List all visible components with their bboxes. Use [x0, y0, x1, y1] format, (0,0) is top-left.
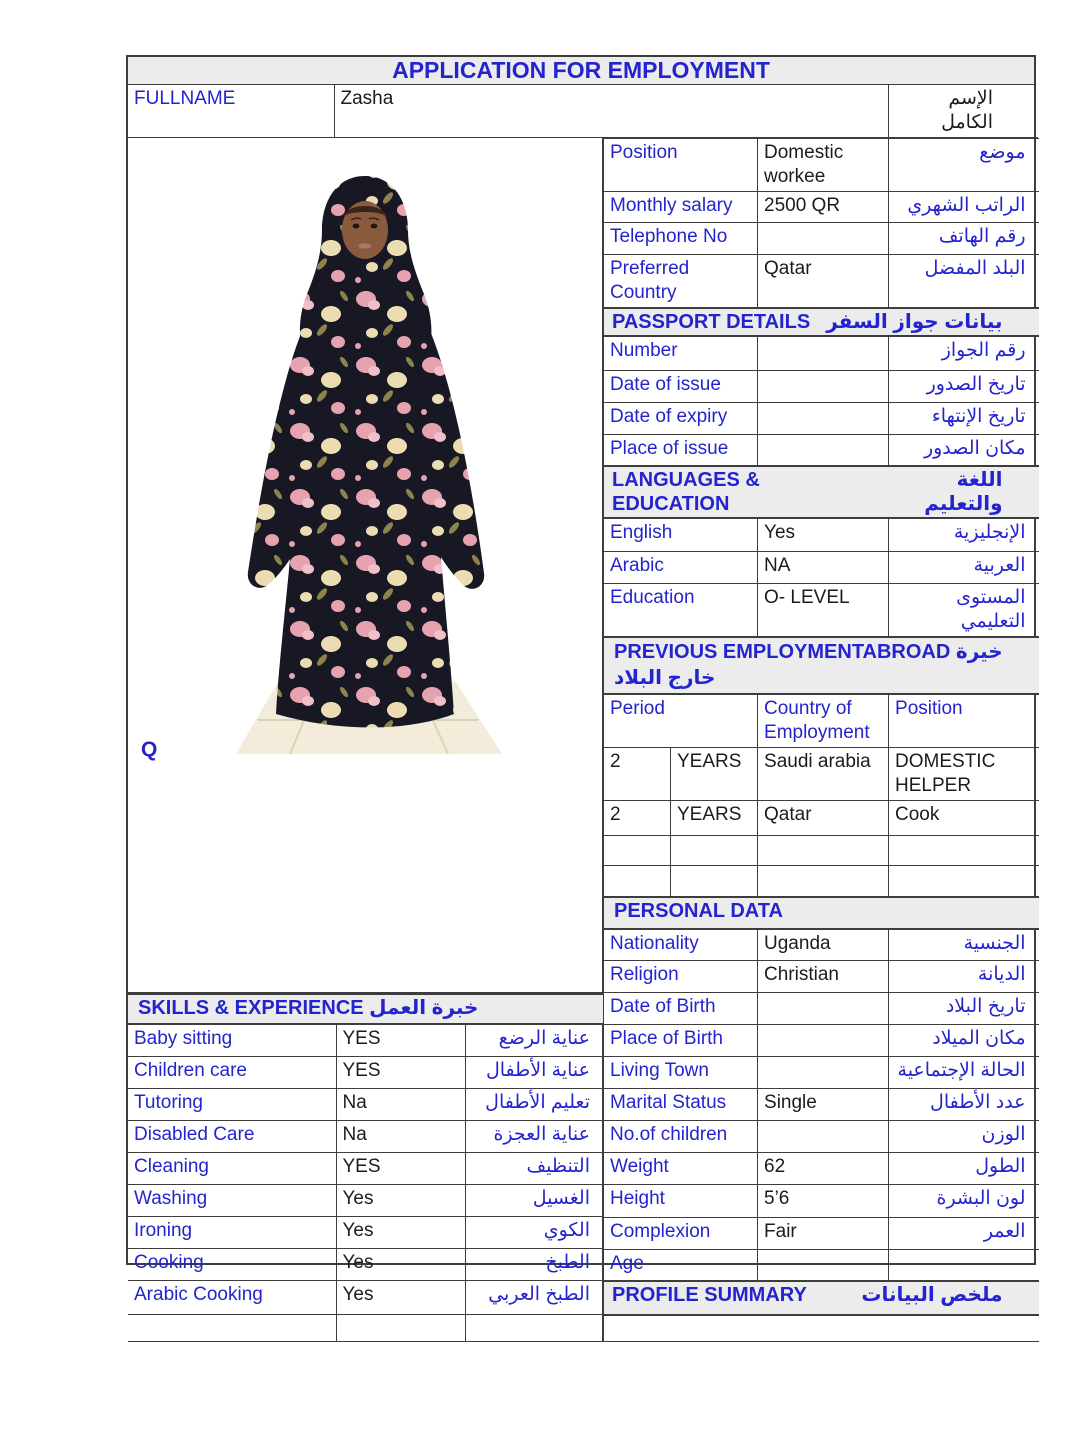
field-value	[758, 1024, 889, 1056]
photo-caption: Q	[141, 738, 158, 761]
field-value	[758, 370, 889, 402]
skill-label-arabic: عناية الرضع	[465, 1024, 603, 1056]
field-value	[758, 1249, 889, 1281]
right-column	[603, 138, 1039, 1342]
field-value	[758, 1056, 889, 1088]
row-complexion	[604, 1217, 1039, 1249]
skill-value: Yes	[336, 1184, 465, 1216]
skill-value: YES	[336, 1152, 465, 1184]
row-date-of-issue	[604, 370, 1039, 402]
fullname-label: FULLNAME	[128, 85, 334, 138]
skill-label: Cleaning	[128, 1152, 336, 1184]
skill-label: Disabled Care	[128, 1120, 336, 1152]
application-form-sheet	[126, 55, 1036, 1306]
applicant-photo-illustration	[220, 154, 510, 762]
field-label: Nationality	[604, 929, 758, 960]
skill-row-cooking	[128, 1248, 603, 1280]
field-label-arabic: مكان الصدور	[889, 434, 1039, 466]
row-weight	[604, 1152, 1039, 1184]
field-label: Number	[604, 336, 758, 370]
skill-label: Arabic Cooking	[128, 1280, 336, 1314]
field-label-arabic	[889, 1249, 1039, 1281]
employment-heading-arabic: خيرة خارج البلاد	[614, 640, 1003, 689]
skill-value: YES	[336, 1056, 465, 1088]
field-value	[758, 1120, 889, 1152]
field-label-arabic: تاريخ البلاد	[889, 992, 1039, 1024]
row-english	[604, 518, 1039, 551]
skills-table	[128, 993, 603, 1342]
column-header-period: Period	[604, 694, 758, 748]
field-label-arabic: مكان الميلاد	[889, 1024, 1039, 1056]
row-preferred-country	[604, 255, 1039, 309]
employment-section-header	[604, 637, 1039, 694]
skill-label: Washing	[128, 1184, 336, 1216]
field-label-arabic: العمر	[889, 1217, 1039, 1249]
field-value: NA	[758, 551, 889, 583]
skills-heading-arabic: خبرة العمل	[369, 997, 479, 1019]
skill-label-arabic: الكوي	[465, 1216, 603, 1248]
row-date-of-expiry	[604, 402, 1039, 434]
skill-row-children-care	[128, 1056, 603, 1088]
skill-value: Yes	[336, 1216, 465, 1248]
row-religion	[604, 960, 1039, 992]
employment-row	[604, 800, 1039, 835]
field-label-arabic: الوزن	[889, 1120, 1039, 1152]
field-value: 62	[758, 1152, 889, 1184]
field-label-arabic: رقم الهاتف	[889, 223, 1039, 255]
field-label: Telephone No	[604, 223, 758, 255]
skill-value: Yes	[336, 1280, 465, 1314]
skill-label-arabic: الطبخ العربي	[465, 1280, 603, 1314]
fullname-value: Zasha	[334, 85, 888, 138]
field-value: Uganda	[758, 929, 889, 960]
row-height	[604, 1184, 1039, 1217]
field-label-arabic: الجنسية	[889, 929, 1039, 960]
employment-duration: 2	[604, 747, 671, 800]
row-place-of-issue	[604, 434, 1039, 466]
skill-row-ironing	[128, 1216, 603, 1248]
field-value: Christian	[758, 960, 889, 992]
field-value	[758, 402, 889, 434]
profile-summary-content-row	[604, 1315, 1039, 1341]
passport-section-header	[604, 308, 1039, 336]
row-position	[604, 139, 1039, 192]
field-label-arabic: الديانة	[889, 960, 1039, 992]
field-label-arabic: المستوى التعليمي	[889, 583, 1039, 637]
field-label: Date of Birth	[604, 992, 758, 1024]
field-value	[758, 223, 889, 255]
skill-label: Ironing	[128, 1216, 336, 1248]
row-passport-number	[604, 336, 1039, 370]
field-label: Religion	[604, 960, 758, 992]
row-place-of-birth	[604, 1024, 1039, 1056]
profile-summary-heading: PROFILE SUMMARY	[612, 1284, 807, 1306]
languages-section-header	[604, 466, 1039, 518]
field-label-arabic: البلد المفضل	[889, 255, 1039, 309]
skill-label-arabic: الغسيل	[465, 1184, 603, 1216]
employment-columns-header	[604, 694, 1039, 748]
employment-unit: YEARS	[671, 747, 758, 800]
field-value: 2500 QR	[758, 192, 889, 223]
employment-row-empty	[604, 835, 1039, 865]
employment-heading: PREVIOUS EMPLOYMENTABROAD	[614, 640, 951, 663]
face	[342, 201, 388, 259]
field-value: Qatar	[758, 255, 889, 309]
skill-label: Tutoring	[128, 1088, 336, 1120]
field-label-arabic: تاريخ الصدور	[889, 370, 1039, 402]
row-marital-status	[604, 1088, 1039, 1120]
row-no-of-children	[604, 1120, 1039, 1152]
personal-data-heading: PERSONAL DATA	[614, 900, 783, 922]
row-arabic	[604, 551, 1039, 583]
field-label: Position	[604, 139, 758, 192]
skill-label-arabic: الطبخ	[465, 1248, 603, 1280]
field-value: Yes	[758, 518, 889, 551]
employment-row-empty	[604, 865, 1039, 897]
details-table	[603, 138, 1039, 1342]
field-value: Fair	[758, 1217, 889, 1249]
left-column	[128, 138, 603, 1342]
skill-row-arabic-cooking	[128, 1280, 603, 1314]
row-telephone	[604, 223, 1039, 255]
field-value	[758, 336, 889, 370]
employment-duration: 2	[604, 800, 671, 835]
field-label-arabic: العربية	[889, 551, 1039, 583]
passport-heading-arabic: بيانات جواز السفر	[826, 311, 1003, 333]
field-label: Education	[604, 583, 758, 637]
skill-row-baby-sitting	[128, 1024, 603, 1056]
row-nationality	[604, 929, 1039, 960]
field-label-arabic: موضع	[889, 139, 1039, 192]
employment-country: Saudi arabia	[758, 747, 889, 800]
profile-summary-heading-arabic: ملخص البيانات	[861, 1284, 1003, 1306]
skill-row-disabled-care	[128, 1120, 603, 1152]
skills-heading: SKILLS & EXPERIENCE	[138, 997, 364, 1019]
profile-summary-section-header	[604, 1281, 1039, 1315]
field-value: Domestic workee	[758, 139, 889, 192]
employment-position: Cook	[889, 800, 1039, 835]
field-value: 5’6	[758, 1184, 889, 1217]
languages-heading-arabic: اللغة والتعليم	[924, 469, 1003, 515]
page-title: APPLICATION FOR EMPLOYMENT	[392, 57, 770, 83]
field-value: Single	[758, 1088, 889, 1120]
field-label: Place of Birth	[604, 1024, 758, 1056]
skill-value: Yes	[336, 1248, 465, 1280]
field-label: Preferred Country	[604, 255, 758, 309]
field-label: Date of expiry	[604, 402, 758, 434]
field-label: No.of children	[604, 1120, 758, 1152]
form-body	[128, 138, 1034, 1342]
skill-label: Children care	[128, 1056, 336, 1088]
field-value	[758, 992, 889, 1024]
skill-row-washing	[128, 1184, 603, 1216]
skill-label-arabic: التنظيف	[465, 1152, 603, 1184]
form-title-bar	[128, 57, 1034, 85]
row-living-town	[604, 1056, 1039, 1088]
skill-row-empty	[128, 1314, 603, 1341]
row-date-of-birth	[604, 992, 1039, 1024]
employment-position: DOMESTIC HELPER	[889, 747, 1039, 800]
skill-row-cleaning	[128, 1152, 603, 1184]
fullname-row-table	[128, 85, 1038, 138]
field-label-arabic: عدد الأطفال	[889, 1088, 1039, 1120]
field-value: O- LEVEL	[758, 583, 889, 637]
skill-value: Na	[336, 1120, 465, 1152]
applicant-photo	[220, 154, 510, 767]
field-label: Weight	[604, 1152, 758, 1184]
skill-label: Cooking	[128, 1248, 336, 1280]
employment-unit: YEARS	[671, 800, 758, 835]
row-education	[604, 583, 1039, 637]
field-label-arabic: الطول	[889, 1152, 1039, 1184]
field-label-arabic: تاريخ الإنتهاء	[889, 402, 1039, 434]
field-label: Date of issue	[604, 370, 758, 402]
row-monthly-salary	[604, 192, 1039, 223]
skill-label-arabic: عناية الأطفال	[465, 1056, 603, 1088]
field-label: English	[604, 518, 758, 551]
field-label: Monthly salary	[604, 192, 758, 223]
skill-label: Baby sitting	[128, 1024, 336, 1056]
skills-section-header	[128, 994, 603, 1024]
employment-country: Qatar	[758, 800, 889, 835]
field-label-arabic: الراتب الشهري	[889, 192, 1039, 223]
field-value	[758, 434, 889, 466]
field-label: Complexion	[604, 1217, 758, 1249]
field-label: Living Town	[604, 1056, 758, 1088]
skill-value: YES	[336, 1024, 465, 1056]
field-label: Place of issue	[604, 434, 758, 466]
field-label-arabic: الإنجليزية	[889, 518, 1039, 551]
field-label: Marital Status	[604, 1088, 758, 1120]
fullname-label-arabic: الإسم الكامل	[888, 85, 1038, 138]
field-label: Arabic	[604, 551, 758, 583]
column-header-position: Position	[889, 694, 1039, 748]
skill-value: Na	[336, 1088, 465, 1120]
skill-label-arabic: تعليم الأطفال	[465, 1088, 603, 1120]
skill-row-tutoring	[128, 1088, 603, 1120]
row-age	[604, 1249, 1039, 1281]
languages-heading: LANGUAGES & EDUCATION	[612, 469, 760, 515]
field-label-arabic: الحالة الإجتماعية	[889, 1056, 1039, 1088]
field-label-arabic: لون البشرة	[889, 1184, 1039, 1217]
photo-cell	[128, 138, 602, 993]
passport-heading: PASSPORT DETAILS	[612, 311, 811, 333]
fullname-row	[128, 85, 1038, 138]
column-header-country: Country of Employment	[758, 694, 889, 748]
personal-data-section-header	[604, 897, 1039, 929]
field-label: Height	[604, 1184, 758, 1217]
field-label: Age	[604, 1249, 758, 1281]
field-label-arabic: رقم الجواز	[889, 336, 1039, 370]
skill-label-arabic: عناية العجزة	[465, 1120, 603, 1152]
profile-summary-content	[604, 1315, 1039, 1341]
employment-row	[604, 747, 1039, 800]
